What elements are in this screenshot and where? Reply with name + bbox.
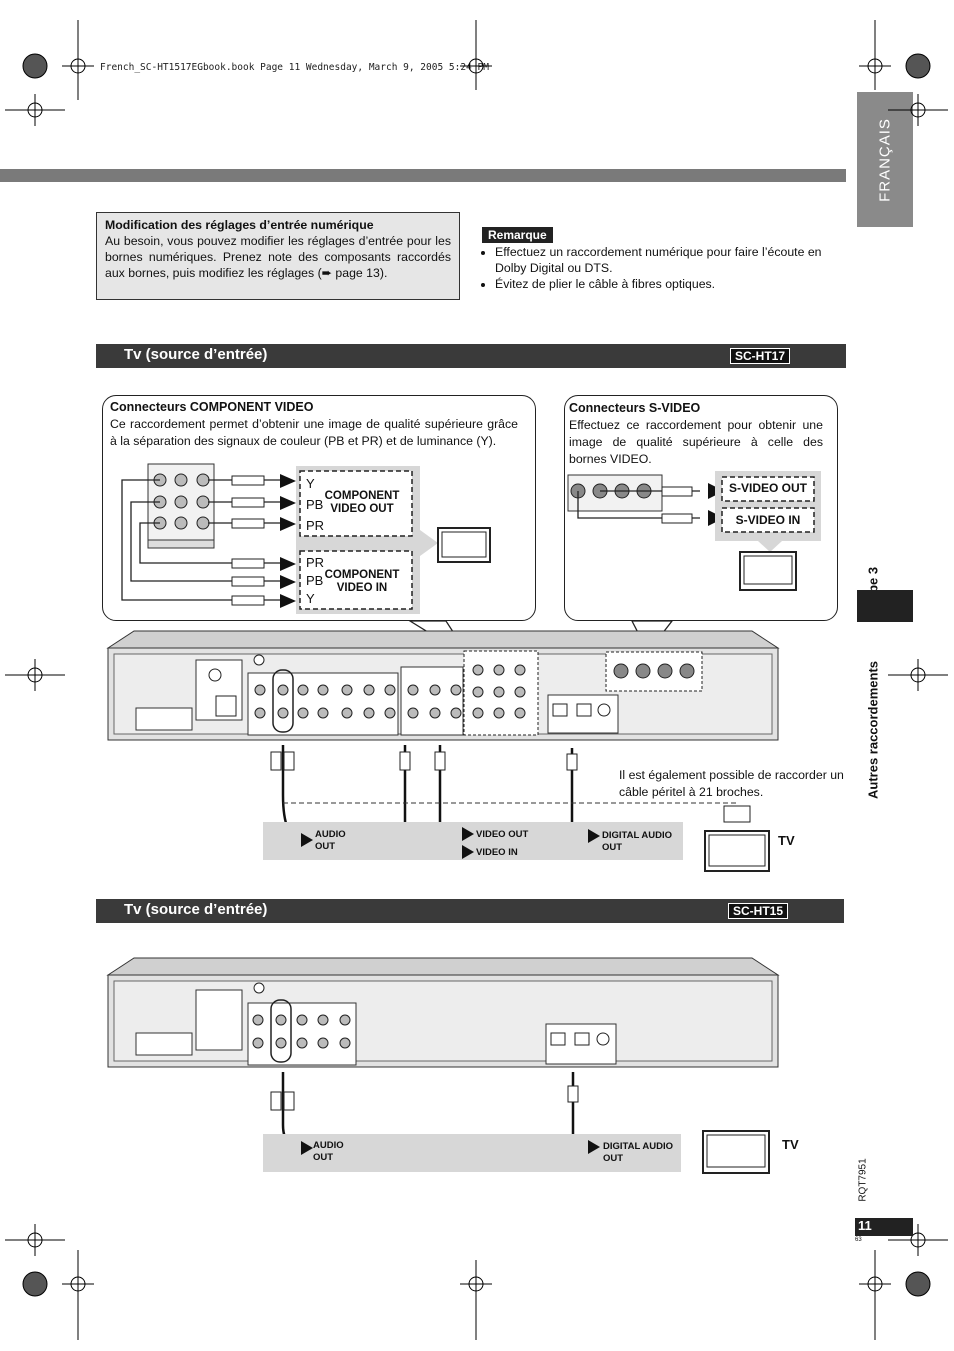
component-in-label: COMPONENT VIDEO IN [324,569,400,594]
digital-audio-out-label: DIGITAL AUDIO OUT [603,1141,674,1164]
pin-label: PB [306,573,324,588]
audio-out-label: AUDIO OUT [313,1140,344,1163]
svideo-out-label: S-VIDEO OUT [728,481,807,495]
section-header [96,899,844,923]
doc-code: RQT7951 [857,1158,869,1202]
svideo-text: Effectuez ce raccordement pour obtenir une image de qualité supérieure à celle des bornes VIDEO. [569,418,823,466]
pin-label: Y [306,591,315,606]
pin-label: PR [306,555,325,570]
svideo-title: Connecteurs S-VIDEO [569,401,701,415]
remarque-badge: Remarque [482,227,553,243]
receiver-ht15 [108,958,778,1067]
video-in-label: VIDEO IN [476,847,518,858]
pin-label: PB [306,497,324,512]
audio-out-label: AUDIO OUT [315,829,346,852]
file-header: French_SC-HT1517EGbook.book Page 11 Wednesday, March 9, 2005 5:24 PM [100,62,489,73]
model-badge: SC-HT15 [728,903,788,919]
component-out-label: COMPONENT VIDEO OUT [324,490,400,515]
pin-label: Y [306,476,315,491]
digital-audio-out-label: DIGITAL AUDIO OUT [602,830,673,853]
svideo-in-label: S-VIDEO IN [735,513,801,527]
section-title: Tv (source d’entrée) [124,346,268,363]
small-page-number: 63 [855,1237,862,1243]
scart-note: Il est également possible de raccorder un câble péritel à 21 broches. [619,768,844,799]
remarque-item: • Évitez de plier le câble à fibres optiques. [495,276,840,292]
pin-label: PR [306,518,325,533]
language-label: FRANÇAIS [876,117,894,202]
model-badge: SC-HT17 [730,348,790,364]
tv-label: TV [778,833,795,848]
info-box-body: Au besoin, vous pouvez modifier les réglages d’entrée pour les bornes numériques. Prenez note des composants raccordés aux bornes, puis modifiez les réglages (➨ page 13). [105,234,451,280]
component-text: Ce raccordement permet d’obtenir une image de qualité supérieure grâce à la séparation des signaux de couleur (PB et PR) et de luminance (Y). [110,417,518,448]
receiver-ht17 [108,631,778,740]
section-label: Autres raccordements [865,661,881,799]
component-jack-panel [148,464,214,548]
section-title: Tv (source d’entrée) [124,901,268,918]
page-number: 11 [855,1218,913,1236]
video-out-label: VIDEO OUT [476,829,529,840]
tv-label: TV [782,1137,799,1152]
doc-code-box [850,1150,876,1210]
remarque-item: • Effectuez un raccordement numérique pour faire l’écoute en Dolby Digital ou DTS. [495,244,840,276]
info-box-title: Modification des réglages d’entrée numérique [105,218,374,232]
component-title: Connecteurs COMPONENT VIDEO [110,400,314,414]
